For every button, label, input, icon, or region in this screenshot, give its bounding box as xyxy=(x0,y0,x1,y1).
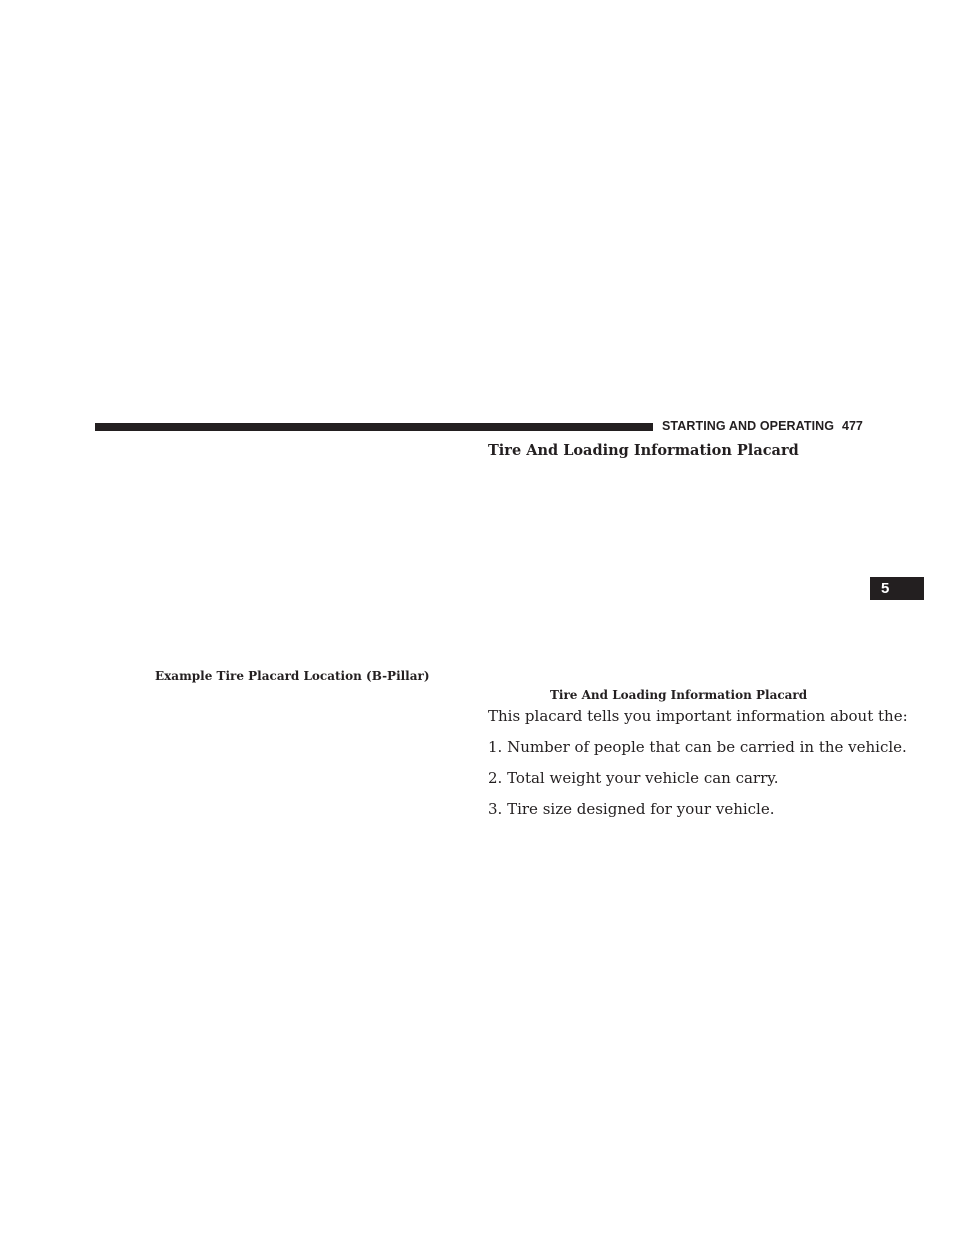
body-text xyxy=(488,706,908,830)
list-item: 3. Tire size designed for your vehicle. xyxy=(488,800,775,818)
list-item: 1. Number of people that can be carried in the vehicle. xyxy=(488,738,907,756)
figure-tire-loading-placard xyxy=(488,468,860,683)
figure-b-pillar-placard xyxy=(95,460,475,660)
section-heading: Tire And Loading Information Placard xyxy=(488,442,799,459)
running-header-title: STARTING AND OPERATING xyxy=(662,419,835,433)
figure-caption-left: Example Tire Placard Location (B-Pillar) xyxy=(155,669,430,683)
list-item: 2. Total weight your vehicle can carry. xyxy=(488,769,779,787)
figure-caption-right: Tire And Loading Information Placard xyxy=(550,688,808,702)
header-rule xyxy=(95,423,653,431)
page-number: 477 xyxy=(842,419,863,433)
body-intro: This placard tells you important information about the: xyxy=(488,707,908,725)
chapter-tab[interactable]: 5 xyxy=(870,577,924,600)
